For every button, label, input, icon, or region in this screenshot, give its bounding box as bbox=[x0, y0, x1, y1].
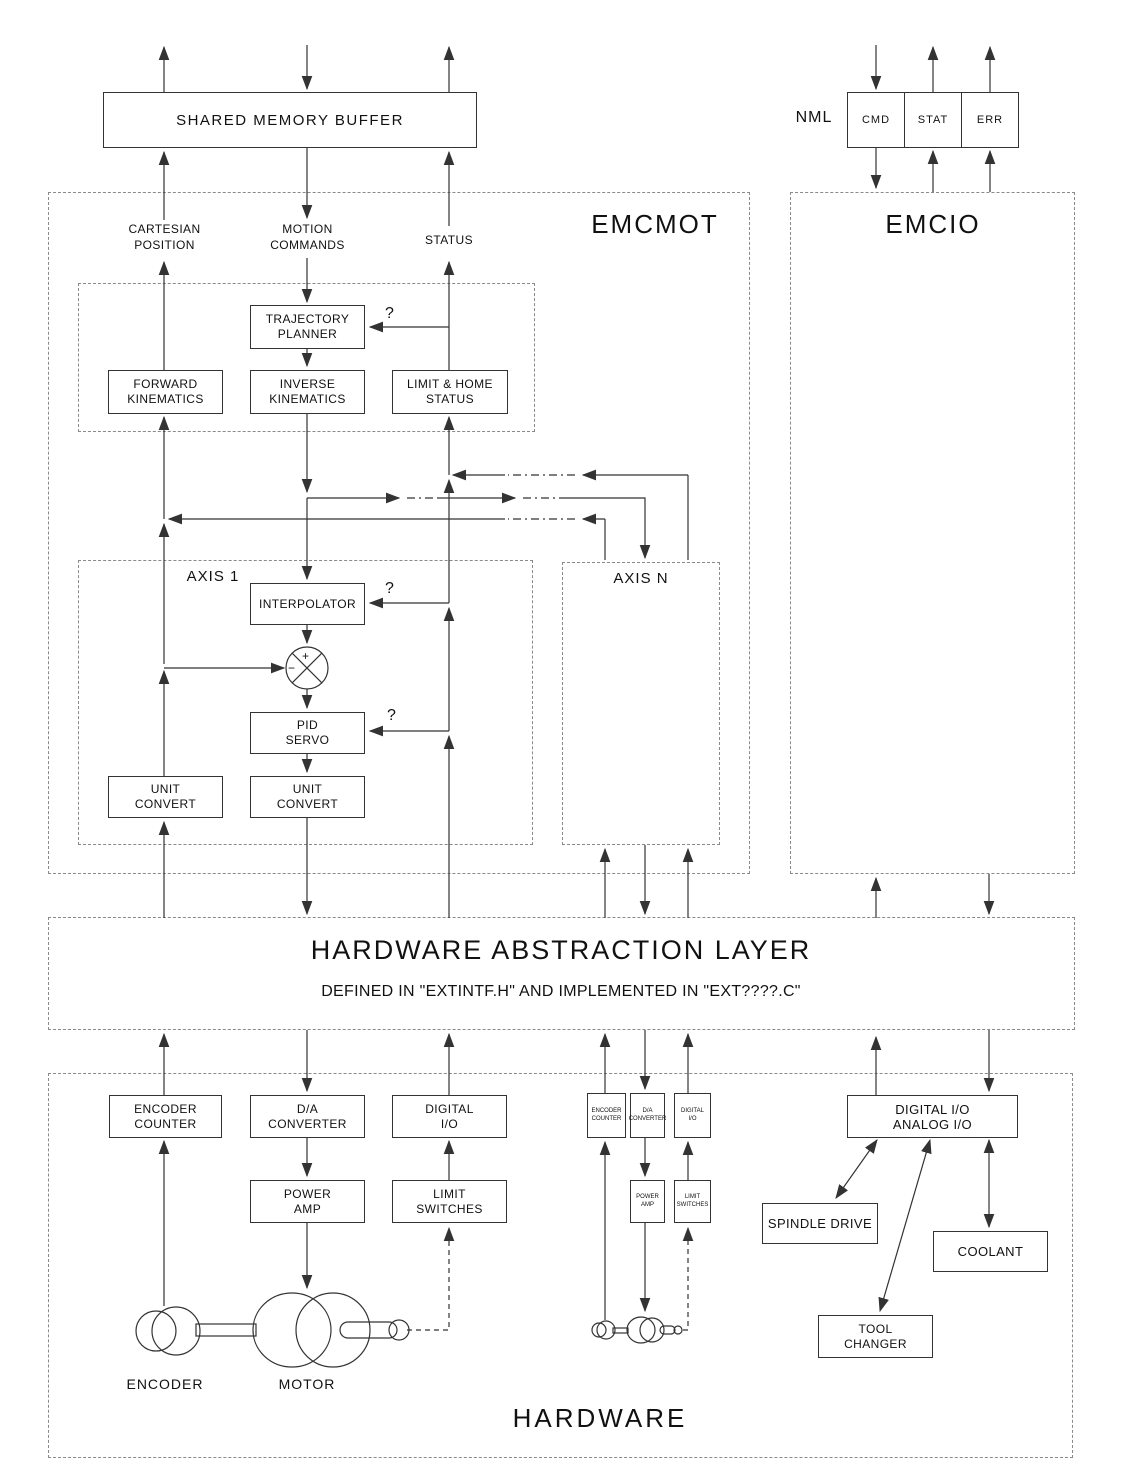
tool-changer-box: TOOL CHANGER bbox=[818, 1315, 933, 1358]
da-converter-small-box: D/A CONVERTER bbox=[630, 1093, 665, 1138]
axis-n-title: AXIS N bbox=[613, 570, 669, 587]
pid-servo-box: PID SERVO bbox=[250, 712, 365, 754]
inverse-kinematics-box: INVERSE KINEMATICS bbox=[250, 370, 365, 414]
question-mark-interpolator: ? bbox=[385, 580, 394, 597]
nml-label: NML bbox=[795, 109, 833, 126]
nml-stat-label: STAT bbox=[917, 113, 949, 126]
da-converter-box: D/A CONVERTER bbox=[250, 1095, 365, 1138]
cartesian-position-label: CARTESIAN POSITION bbox=[128, 222, 201, 252]
sum-minus-sign: − bbox=[288, 661, 296, 675]
unit-convert-output-box: UNIT CONVERT bbox=[250, 776, 365, 818]
encoder-counter-small-box: ENCODER COUNTER bbox=[587, 1093, 626, 1138]
hardware-title: HARDWARE bbox=[512, 1403, 688, 1433]
nml-cmd-label: CMD bbox=[861, 113, 891, 126]
coolant-box: COOLANT bbox=[933, 1231, 1048, 1272]
limit-switches-small-box: LIMIT SWITCHES bbox=[674, 1180, 711, 1223]
axis1-title: AXIS 1 bbox=[186, 568, 240, 585]
motion-commands-label: MOTION COMMANDS bbox=[270, 222, 345, 252]
shared-memory-buffer-box bbox=[103, 92, 477, 148]
digital-io-box: DIGITAL I/O bbox=[392, 1095, 507, 1138]
digital-analog-io-box: DIGITAL I/O ANALOG I/O bbox=[847, 1095, 1018, 1138]
nml-cmd-box bbox=[847, 92, 905, 148]
status-label: STATUS bbox=[425, 233, 473, 247]
trajectory-planner-box: TRAJECTORY PLANNER bbox=[250, 305, 365, 349]
question-mark-trajectory: ? bbox=[385, 305, 394, 322]
sum-plus-sign: + bbox=[302, 649, 310, 663]
nml-stat-box bbox=[904, 92, 962, 148]
shared-memory-buffer-label: SHARED MEMORY BUFFER bbox=[176, 111, 404, 129]
encoder-counter-box: ENCODER COUNTER bbox=[109, 1095, 222, 1138]
unit-convert-feedback-box: UNIT CONVERT bbox=[108, 776, 223, 818]
emcmot-title: EMCMOT bbox=[591, 209, 719, 239]
limit-switches-box: LIMIT SWITCHES bbox=[392, 1180, 507, 1223]
power-amp-box: POWER AMP bbox=[250, 1180, 365, 1223]
nml-err-box bbox=[961, 92, 1019, 148]
nml-err-label: ERR bbox=[976, 113, 1004, 126]
hal-subtitle: DEFINED IN "EXTINTF.H" AND IMPLEMENTED IN "EXT????.C" bbox=[321, 983, 801, 1000]
digital-io-small-box: DIGITAL I/O bbox=[674, 1093, 711, 1138]
hal-title: HARDWARE ABSTRACTION LAYER bbox=[310, 935, 812, 965]
motor-label: MOTOR bbox=[278, 1376, 336, 1392]
power-amp-small-box: POWER AMP bbox=[630, 1180, 665, 1223]
interpolator-box: INTERPOLATOR bbox=[250, 583, 365, 625]
limit-home-status-box: LIMIT & HOME STATUS bbox=[392, 370, 508, 414]
spindle-drive-box: SPINDLE DRIVE bbox=[762, 1203, 878, 1244]
forward-kinematics-box: FORWARD KINEMATICS bbox=[108, 370, 223, 414]
encoder-label: ENCODER bbox=[126, 1376, 204, 1392]
question-mark-pid: ? bbox=[387, 707, 396, 724]
emcio-title: EMCIO bbox=[885, 209, 981, 239]
